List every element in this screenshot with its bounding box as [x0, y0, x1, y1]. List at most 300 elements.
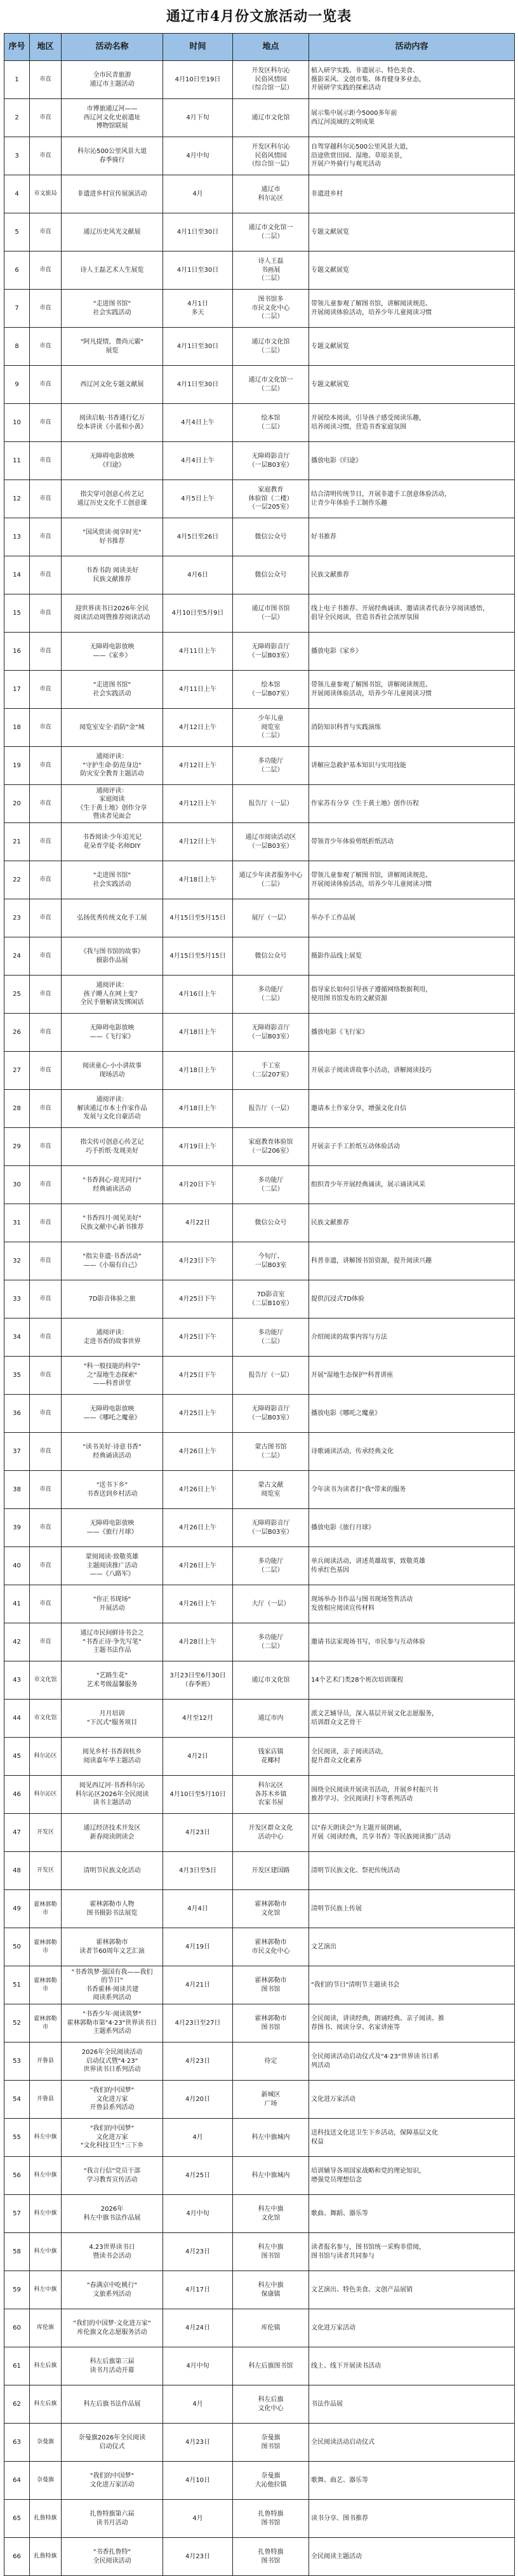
table-row — [4, 1433, 515, 1471]
cell-area: 市直 — [30, 1357, 62, 1395]
cell-time: 4月26日上午 — [163, 1471, 233, 1509]
table-row — [4, 2233, 515, 2271]
cell-time: 4月12日上午 — [163, 709, 233, 747]
cell-time: 4月17日 — [163, 2271, 233, 2309]
cell-place: 多功能厅 （二层） — [233, 1547, 309, 1585]
table-row — [4, 2500, 515, 2538]
cell-area: 市直 — [30, 1433, 62, 1471]
table-row — [4, 1166, 515, 1204]
cell-area: 市直 — [30, 1014, 62, 1052]
cell-content: 邀请书法家现场书写，市民参与互动体验 — [309, 1623, 515, 1661]
table-row — [4, 1738, 515, 1776]
cell-area: 开发区 — [30, 1852, 62, 1890]
cell-index: 26 — [4, 1014, 30, 1052]
cell-time: 4月6日 — [163, 556, 233, 594]
cell-content: 围绕全民阅读开展读书活动，开展乡村振兴书 推荐学习、全民阅读打卡等系列活动 — [309, 1776, 515, 1814]
cell-index: 41 — [4, 1585, 30, 1623]
cell-name: "科一般技能的科学" 之"湿地生态探索" ——科普讲堂 — [62, 1357, 163, 1395]
cell-index: 44 — [4, 1700, 30, 1738]
cell-place: 通辽市文化馆 （二层） — [233, 328, 309, 366]
cell-name: "我言行信"党员干部 学习教育宣传活动 — [62, 2157, 163, 2195]
table-row — [4, 2043, 515, 2081]
cell-time: 4月中旬 — [163, 2347, 233, 2385]
table-row — [4, 1852, 515, 1890]
cell-time: 4月23日至27日 — [163, 2004, 233, 2043]
cell-index: 32 — [4, 1242, 30, 1280]
cell-area: 市直 — [30, 1128, 62, 1166]
cell-index: 24 — [4, 937, 30, 976]
cell-content: 消防知识科普与实践演练 — [309, 709, 515, 747]
cell-content: 带领儿童参观了解图书馆，讲解阅读规范、 开展阅读体验活动，培养少年儿童阅读习惯 — [309, 861, 515, 899]
cell-place: 大厅（一层） — [233, 1585, 309, 1623]
cell-index: 61 — [4, 2347, 30, 2385]
table-row — [4, 1280, 515, 1318]
cell-time: 4月26日上午 — [163, 1433, 233, 1471]
cell-area: 市直 — [30, 1395, 62, 1433]
cell-place: 微信公众号 — [233, 556, 309, 594]
cell-index: 13 — [4, 518, 30, 556]
cell-place: 通辽市 科尔沁区 — [233, 175, 309, 213]
cell-area: 市直 — [30, 1509, 62, 1547]
cell-index: 33 — [4, 1280, 30, 1318]
table-row — [4, 1471, 515, 1509]
table-row — [4, 1890, 515, 1928]
cell-time: 4月4日上午 — [163, 442, 233, 480]
table-row — [4, 594, 515, 633]
cell-time: 4月4日上午 — [163, 404, 233, 442]
cell-content: 专题文献展览 — [309, 213, 515, 252]
table-row — [4, 1509, 515, 1547]
cell-area: 市直 — [30, 861, 62, 899]
cell-place: 科尔沁区 各苏木乡镇 农家书屋 — [233, 1776, 309, 1814]
cell-content: 好书推荐 — [309, 518, 515, 556]
cell-content: 读者报名参与，图书馆统一采购非借阅， 图书馆与读者共同参与 — [309, 2233, 515, 2271]
table-row — [4, 1547, 515, 1585]
cell-content: 全民阅读主题活动 — [309, 2538, 515, 2576]
cell-index: 27 — [4, 1052, 30, 1090]
cell-time: 4月18日上午 — [163, 1052, 233, 1090]
cell-index: 60 — [4, 2309, 30, 2347]
cell-content: 开展绘本阅读，引导孩子感受阅读乐趣， 培养阅读习惯，营造书香家庭氛围 — [309, 404, 515, 442]
cell-time: 4月4日 — [163, 1890, 233, 1928]
cell-content: 展示集中展示距今5000多年前 西辽河流域的文明成果 — [309, 99, 515, 137]
cell-name: 阅读童心·小小讲故事 现场活动 — [62, 1052, 163, 1090]
cell-index: 3 — [4, 137, 30, 175]
table-row — [4, 671, 515, 709]
cell-content: 开展亲子阅读讲故事小活动，讲解阅读技巧 — [309, 1052, 515, 1090]
cell-time: 4月1日至30日 — [163, 366, 233, 404]
cell-time: 4月12日上午 — [163, 747, 233, 785]
cell-index: 15 — [4, 594, 30, 633]
cell-place: 通辽少年读者服务中心 （二层） — [233, 861, 309, 899]
cell-area: 市直 — [30, 61, 62, 99]
cell-area: 市直 — [30, 1623, 62, 1661]
cell-area: 市直 — [30, 290, 62, 328]
cell-area: 市直 — [30, 823, 62, 861]
cell-name: 阅见西辽河·书香科尔沁 科尔沁区2026年全民阅读 读书主题活动 — [62, 1776, 163, 1814]
cell-time: 4月18日上午 — [163, 1014, 233, 1052]
cell-name: "艺路生花" 艺术考级温馨服务 — [62, 1661, 163, 1700]
cell-content: 举办手工作品展 — [309, 899, 515, 937]
cell-area: 市直 — [30, 1547, 62, 1585]
cell-index: 36 — [4, 1395, 30, 1433]
cell-content: 清明节民族上传展 — [309, 1890, 515, 1928]
table-row — [4, 213, 515, 252]
cell-index: 54 — [4, 2081, 30, 2119]
cell-place: 霍林郭勒市 图书馆 — [233, 1966, 309, 2004]
cell-place: 新城区 广场 — [233, 2081, 309, 2119]
cell-time: 4月10日至5月10日 — [163, 1776, 233, 1814]
cell-content: 线上、线下开展读书活动 — [309, 2347, 515, 2385]
cell-index: 6 — [4, 252, 30, 290]
cell-name: "送书下乡" 书香送到乡村活动 — [62, 1471, 163, 1509]
cell-place: 7D影音室 （二层B10室） — [233, 1280, 309, 1318]
cell-name: 通辽市民间鲜诗书会之 "书香正诗·争先写笔" 主题书法作品 — [62, 1623, 163, 1661]
table-row — [4, 937, 515, 976]
cell-index: 16 — [4, 633, 30, 671]
cell-place: 通辽市文化馆 — [233, 1661, 309, 1700]
cell-time: 4月25日 — [163, 2157, 233, 2195]
cell-name: 阅见乡村·书香润杭乡 阅读嘉年华主题活动 — [62, 1738, 163, 1776]
cell-time: 4月25日上午 — [163, 1395, 233, 1433]
table-row — [4, 290, 515, 328]
cell-content: 专题文献展览 — [309, 252, 515, 290]
table-row — [4, 2271, 515, 2309]
cell-place: 通辽市文化馆 — [233, 99, 309, 137]
cell-time: 4月下旬 — [163, 99, 233, 137]
cell-name: "阿凡提情，费尚元霸" 展览 — [62, 328, 163, 366]
cell-place: 库伦镇 — [233, 2309, 309, 2347]
table-row — [4, 442, 515, 480]
cell-content: 专题文献展览 — [309, 366, 515, 404]
cell-content: 清明节民族文化、祭祀传统活动 — [309, 1852, 515, 1890]
cell-name: 清明节民族文化活动 — [62, 1852, 163, 1890]
table-body — [4, 61, 515, 2576]
cell-name: 蒙阅阅读·致敬英雄 主题阅读推广活动 ——《八路军》 — [62, 1547, 163, 1585]
cell-place: 报告厅（一层） — [233, 1090, 309, 1128]
cell-place: 科左后旗图书馆 — [233, 2347, 309, 2385]
cell-area: 奈曼旗 — [30, 2462, 62, 2500]
cell-place: 展厅（一层） — [233, 899, 309, 937]
cell-place: 多功能厅 （二层） — [233, 1318, 309, 1357]
cell-time: 4月18日上午 — [163, 1090, 233, 1128]
cell-place: 无障碍影音厅 （一层B03室） — [233, 633, 309, 671]
cell-area: 科左后旗 — [30, 2347, 62, 2385]
cell-name: 霍林郭勒市人物 图书摄影书法展览 — [62, 1890, 163, 1928]
cell-time: 4月10日至19日 — [163, 61, 233, 99]
cell-name: 扎鲁特旗第六届 读书月活动 — [62, 2500, 163, 2538]
cell-name: 通阅评读： "守护生命·防范身边" 防灾安全教育主题活动 — [62, 747, 163, 785]
table-row — [4, 1928, 515, 1966]
cell-name: 西辽河文化专题文献展 — [62, 366, 163, 404]
cell-place: 图书馆多 市民文化中心 （二层） — [233, 290, 309, 328]
cell-content: 全民阅读，亲子阅读活动， 提升群众文化素养 — [309, 1738, 515, 1776]
cell-area: 市直 — [30, 1280, 62, 1318]
cell-content: 14个艺术门类28个班次培训课程 — [309, 1661, 515, 1700]
cell-index: 42 — [4, 1623, 30, 1661]
cell-content: 线上电子书推荐、开展经典诵读、邀请读者代表分享阅读感悟， 倡导全民阅读，营造书香社会浓厚氛围 — [309, 594, 515, 633]
cell-place: 家庭教育体验馆 （一层206室） — [233, 1128, 309, 1166]
table-row — [4, 518, 515, 556]
cell-content: 专题文献展览 — [309, 328, 515, 366]
cell-place: 科左中旗 保康镇 — [233, 2271, 309, 2309]
cell-time: 3月23日至6月30日 （春季班） — [163, 1661, 233, 1700]
cell-content: 歌曲、舞蹈、器乐等 — [309, 2195, 515, 2233]
cell-index: 39 — [4, 1509, 30, 1547]
cell-area: 科左后旗 — [30, 2385, 62, 2424]
table-row — [4, 1966, 515, 2004]
cell-time: 4月15日至5月15日 — [163, 899, 233, 937]
table-row — [4, 1623, 515, 1661]
cell-name: 市博旅通辽河—— 西辽河文化史前遗址 博物馆联展 — [62, 99, 163, 137]
cell-time: 4月5日至26日 — [163, 518, 233, 556]
cell-index: 29 — [4, 1128, 30, 1166]
cell-content: 结合清明传统节日，开展非遗手工创意体验活动， 让青少年体验手工制作乐趣 — [309, 480, 515, 518]
table-row — [4, 1090, 515, 1128]
cell-time: 4月20日 — [163, 2081, 233, 2119]
cell-index: 4 — [4, 175, 30, 213]
cell-place: 绘本馆 （二层） — [233, 404, 309, 442]
cell-content: 作家苏有分享《生于黄土地》创作历程 — [309, 785, 515, 823]
cell-area: 霍林郭勒市 — [30, 1890, 62, 1928]
cell-place: 报告厅（一层） — [233, 1357, 309, 1395]
cell-content: 自驾穿越科尔沁500公里风景大道， 沿途欣赏田园、湿地、草原美景， 开展户外骑行与观光活动 — [309, 137, 515, 175]
cell-area: 市直 — [30, 747, 62, 785]
cell-area: 市直 — [30, 1052, 62, 1090]
cell-index: 46 — [4, 1776, 30, 1814]
cell-name: 霍林郭勒市 读者节60周年文艺汇演 — [62, 1928, 163, 1966]
cell-name: "书香扎鲁特" 全民阅读活动 — [62, 2538, 163, 2576]
cell-place: 蒙古文献 阅览室 — [233, 1471, 309, 1509]
cell-area: 市直 — [30, 404, 62, 442]
table-row — [4, 1585, 515, 1623]
cell-name: 科尔沁500公里风景大道 春季骑行 — [62, 137, 163, 175]
cell-content: 播放电影《飞行家》 — [309, 1014, 515, 1052]
cell-place: 通辽市文化馆一 （二层） — [233, 366, 309, 404]
cell-name: "读书美好·诗意书香" 经典诵读活动 — [62, 1433, 163, 1471]
cell-time: 4月25日下午 — [163, 1357, 233, 1395]
cell-content: 读书分享、图书推荐 — [309, 2500, 515, 2538]
table-row — [4, 2081, 515, 2119]
cell-place: 开发区群众文化 活动中心 — [233, 1814, 309, 1852]
cell-content: 全民阅读活动启动仪式及"4·23"世界读书日系 列活动 — [309, 2043, 515, 2081]
cell-content: 全民阅读活动启动仪式 — [309, 2424, 515, 2462]
table-row — [4, 1814, 515, 1852]
cell-place: 奈曼旗 图书馆 — [233, 2424, 309, 2462]
cell-name: 2026年 科左中旗书法作品展 — [62, 2195, 163, 2233]
cell-time: 4月23日下午 — [163, 1242, 233, 1280]
cell-time: 4月 — [163, 2119, 233, 2157]
table-row — [4, 1318, 515, 1357]
cell-name: 通辽历史风光文献展 — [62, 213, 163, 252]
cell-content: 培训辅导各项国家战略和党的理论知识， 增强党员理想信念 — [309, 2157, 515, 2195]
table-row — [4, 99, 515, 137]
cell-name: 通阅评读： 走进书香的故事世界 — [62, 1318, 163, 1357]
cell-area: 市直 — [30, 99, 62, 137]
table-row — [4, 1395, 515, 1433]
cell-content: 歌舞、曲艺、器乐等 — [309, 2462, 515, 2500]
column-header-place: 地点 — [233, 34, 309, 61]
cell-place: 无障碍影音厅 （一层B03室） — [233, 1014, 309, 1052]
cell-name: 无障碍电影放映 ——《家乡》 — [62, 633, 163, 671]
table-row — [4, 1776, 515, 1814]
cell-content: 播放电影《归途》 — [309, 442, 515, 480]
cell-time: 4月1日至30日 — [163, 252, 233, 290]
cell-time: 4月11日上午 — [163, 633, 233, 671]
cell-name: "国风赏读·阅享时光" 好书推荐 — [62, 518, 163, 556]
cell-index: 11 — [4, 442, 30, 480]
cell-time: 4月2日 — [163, 1738, 233, 1776]
cell-content: 开展亲子手工折纸互动体验活动 — [309, 1128, 515, 1166]
cell-place: 通辽市阅读活动区 （一层B03室） — [233, 823, 309, 861]
cell-content: 讲解应急救护基本知识与实用技能 — [309, 747, 515, 785]
cell-place: 家庭教育 体验馆（二楼） （一层205室） — [233, 480, 309, 518]
cell-name: 书香阅读·少年追光记 花朵育学徒·名师DIY — [62, 823, 163, 861]
cell-area: 市直 — [30, 633, 62, 671]
cell-content: "我们的节日"清明节主题读书会 — [309, 1966, 515, 2004]
cell-place: 今旬厅、 一层B03室 — [233, 1242, 309, 1280]
cell-name: "书香少年·阅读筑梦" 霍林郭勒市第"4·23"世界读书日 主题系列活动 — [62, 2004, 163, 2043]
cell-index: 21 — [4, 823, 30, 861]
cell-content: 摄影作品线上展览 — [309, 937, 515, 976]
table-row — [4, 709, 515, 747]
cell-index: 37 — [4, 1433, 30, 1471]
cell-place: 诗人王磊 书画展 （二层） — [233, 252, 309, 290]
cell-name: "我们的中国梦" 文化进万家 "文化科技卫生"三下乡 — [62, 2119, 163, 2157]
cell-name: 4.23世界读书日 暨读书会活动 — [62, 2233, 163, 2271]
table-row — [4, 2462, 515, 2500]
cell-name: "书香四月·阅见美好" 民族文献中心新书推荐 — [62, 1204, 163, 1242]
cell-time: 4月至12月 — [163, 1700, 233, 1738]
table-row — [4, 1128, 515, 1166]
cell-index: 23 — [4, 899, 30, 937]
cell-content: 带领儿童参观了解图书馆，讲解阅读规范、 开展阅读体验活动，培养少年儿童阅读习惯 — [309, 671, 515, 709]
cell-place: 霍林郭勒市 市民文化中心 — [233, 1928, 309, 1966]
cell-area: 开鲁县 — [30, 2081, 62, 2119]
cell-area: 市直 — [30, 671, 62, 709]
cell-content: 邀请本土作家分享，增强文化自信 — [309, 1090, 515, 1128]
cell-index: 63 — [4, 2424, 30, 2462]
cell-content: 文艺演出、特色美食、文创产品展销 — [309, 2271, 515, 2309]
cell-area: 市直 — [30, 937, 62, 976]
cell-place: 科左中旗城内 — [233, 2157, 309, 2195]
cell-index: 28 — [4, 1090, 30, 1128]
cell-time: 4月23日 — [163, 1814, 233, 1852]
cell-index: 1 — [4, 61, 30, 99]
cell-time: 4月23日 — [163, 2233, 233, 2271]
cell-index: 22 — [4, 861, 30, 899]
cell-name: "走进图书馆" 社会实践活动 — [62, 290, 163, 328]
cell-place: 扎鲁特旗 图书馆 — [233, 2538, 309, 2576]
cell-place: 多功能厅 （二层） — [233, 747, 309, 785]
cell-area: 市直 — [30, 442, 62, 480]
cell-time: 4月11日上午 — [163, 671, 233, 709]
activities-table — [4, 33, 515, 2576]
cell-time: 4月21日 — [163, 1966, 233, 2004]
cell-index: 9 — [4, 366, 30, 404]
table-row — [4, 823, 515, 861]
cell-area: 奈曼旗 — [30, 2424, 62, 2462]
cell-place: 报告厅（一层） — [233, 785, 309, 823]
cell-place: 少年儿童 阅览室 （二层） — [233, 709, 309, 747]
cell-place: 科左后旗 文化中心 — [233, 2385, 309, 2424]
cell-content: 文艺演出 — [309, 1928, 515, 1966]
cell-name: 弘扬优秀传统文化手工展 — [62, 899, 163, 937]
cell-area: 市直 — [30, 594, 62, 633]
table-row — [4, 2309, 515, 2347]
cell-name: 迎世界读书日2026年全民 阅读活动周暨推荐阅读活动 — [62, 594, 163, 633]
cell-name: 通阅评读： 解读通辽市本土作家作品 发展与文化自豪活动 — [62, 1090, 163, 1128]
document-title: 通辽市4月份文旅活动一览表 — [166, 8, 352, 25]
cell-name: 书香书韵 阅读美好 民族文献推荐 — [62, 556, 163, 594]
cell-place: 无障碍影音厅 （一层B03室） — [233, 442, 309, 480]
cell-place: 蒙古图书馆 （二层） — [233, 1433, 309, 1471]
cell-index: 5 — [4, 213, 30, 252]
cell-index: 66 — [4, 2538, 30, 2576]
table-row — [4, 747, 515, 785]
cell-area: 科左中旗 — [30, 2195, 62, 2233]
table-row — [4, 1052, 515, 1090]
cell-content: 民族文献推荐 — [309, 1204, 515, 1242]
cell-index: 55 — [4, 2119, 30, 2157]
cell-name: 无障碍电影放映 ——《哪吒之魔童》 — [62, 1395, 163, 1433]
cell-area: 市直 — [30, 1242, 62, 1280]
table-row — [4, 2347, 515, 2385]
cell-area: 霍林郭勒市 — [30, 2004, 62, 2043]
cell-area: 开发区 — [30, 1814, 62, 1852]
cell-place: 多功能厅 （二层） — [233, 976, 309, 1014]
cell-index: 17 — [4, 671, 30, 709]
table-row — [4, 252, 515, 290]
column-header-name: 活动名称 — [62, 34, 163, 61]
cell-area: 霍林郭勒市 — [30, 1928, 62, 1966]
cell-name: 无障碍电影放映 《归途》 — [62, 442, 163, 480]
cell-area: 市直 — [30, 1166, 62, 1204]
cell-index: 43 — [4, 1661, 30, 1700]
table-row — [4, 2157, 515, 2195]
cell-place: 科左中旗 图书馆 — [233, 2233, 309, 2271]
cell-time: 4月25日下午 — [163, 1318, 233, 1357]
cell-area: 科左中旗 — [30, 2271, 62, 2309]
cell-time: 4月20日下午 — [163, 1166, 233, 1204]
cell-area: 市直 — [30, 709, 62, 747]
table-row — [4, 861, 515, 899]
column-header-time: 时间 — [163, 34, 233, 61]
cell-place: 奈曼旗 大沁他拉镇 — [233, 2462, 309, 2500]
cell-place: 无障碍影音厅 （一层B03室） — [233, 1395, 309, 1433]
table-row — [4, 2195, 515, 2233]
cell-name: 非遗进乡村宣传展演活动 — [62, 175, 163, 213]
cell-content: 非遗进乡村 — [309, 175, 515, 213]
cell-place: 开发区科尔沁 民俗风情园 （综合馆一层） — [233, 61, 309, 99]
cell-index: 49 — [4, 1890, 30, 1928]
cell-place: 多功能厅 （二层） — [233, 1623, 309, 1661]
cell-area: 市直 — [30, 1318, 62, 1357]
cell-index: 40 — [4, 1547, 30, 1585]
cell-content: 带领儿童参观了解图书馆，讲解阅读规范、 开展阅读体验活动，培养少年儿童阅读习惯 — [309, 290, 515, 328]
cell-place: 科左中旗 文化馆 — [233, 2195, 309, 2233]
cell-place: 霍林郭勒市 图书馆 — [233, 2004, 309, 2043]
cell-time: 4月26日上午 — [163, 1585, 233, 1623]
cell-name: 通阅评读： 孩子睡人在网上变？ 全民手册解读发绑闲话 — [62, 976, 163, 1014]
table-row — [4, 1661, 515, 1700]
cell-index: 38 — [4, 1471, 30, 1509]
cell-area: 霍林郭勒市 — [30, 1966, 62, 2004]
table-row — [4, 976, 515, 1014]
cell-time: 4月24日 — [163, 2309, 233, 2347]
cell-time: 4月23日 — [163, 2043, 233, 2081]
cell-index: 10 — [4, 404, 30, 442]
